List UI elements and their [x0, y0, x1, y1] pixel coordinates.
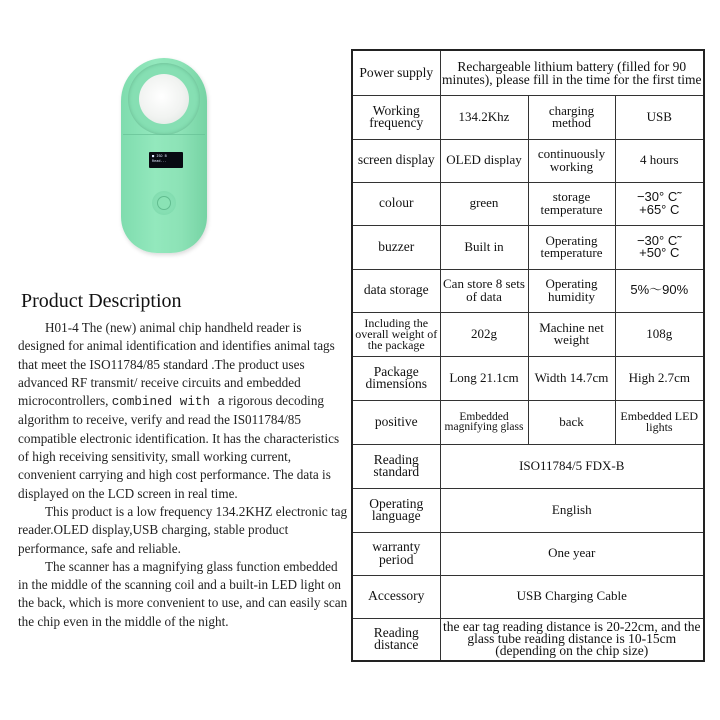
- table-row: [352, 575, 704, 618]
- spec-value: Rechargeable lithium battery (filled for 90 minutes), please fill in the time for the first time: [440, 50, 704, 95]
- spec-label: Reading standard: [352, 444, 440, 488]
- description-paragraph-1: [18, 319, 348, 503]
- table-row: [352, 400, 704, 444]
- paragraph-text-mono: combined with a: [111, 395, 226, 410]
- description-body: [18, 319, 348, 631]
- spec-value: Embedded LED lights: [615, 400, 704, 444]
- spec-value: [615, 225, 704, 269]
- temp-min: −30° C˜: [636, 189, 682, 204]
- reader-device-body: [121, 58, 207, 253]
- table-row: [352, 488, 704, 532]
- spec-label: positive: [352, 400, 440, 444]
- spec-value: 202g: [440, 312, 528, 356]
- spec-value: One year: [440, 532, 704, 575]
- description-title: Product Description: [21, 290, 182, 312]
- spec-label: Operating humidity: [528, 269, 615, 312]
- table-row: [352, 225, 704, 269]
- spec-label: Including the overall weight of the package: [352, 312, 440, 356]
- screen-line-2: Read...: [152, 159, 167, 163]
- spec-value: back: [528, 400, 615, 444]
- spec-value: USB Charging Cable: [440, 575, 704, 618]
- spec-value: 108g: [615, 312, 704, 356]
- spec-label: Package dimensions: [352, 356, 440, 400]
- spec-value: Width 14.7cm: [528, 356, 615, 400]
- spec-value: Long 21.1cm: [440, 356, 528, 400]
- scan-button: [157, 196, 171, 210]
- description-paragraph-2: This product is a low frequency 134.2KHZ electronic tag reader.OLED display,USB charging, stable product performance, safe and reliable.: [18, 503, 348, 556]
- temp-max: +65° C: [639, 201, 680, 217]
- spec-label: Power supply: [352, 50, 440, 95]
- spec-label: Machine net weight: [528, 312, 615, 356]
- table-row: [352, 50, 704, 95]
- table-row: [352, 444, 704, 488]
- screen-line-1: ■ ISO B: [152, 154, 167, 158]
- spec-label: buzzer: [352, 225, 440, 269]
- spec-value: the ear tag reading distance is 20-22cm, and the glass tube reading distance is 10-15cm (depending on the chip size): [440, 618, 704, 661]
- table-row: [352, 532, 704, 575]
- table-row: [352, 312, 704, 356]
- paragraph-text: H01-4 The (new) animal chip handheld reader is designed for animal identification and identifies animal tags that meet the ISO11784/85 standard .The product uses advanced RF transmit/ receive circuits and embedded microcontrollers,: [18, 320, 335, 409]
- spec-label: Accessory: [352, 575, 440, 618]
- spec-label: colour: [352, 182, 440, 225]
- spec-label: Operating temperature: [528, 225, 615, 269]
- spec-value: OLED display: [440, 139, 528, 182]
- table-row: [352, 139, 704, 182]
- spec-label: warranty period: [352, 532, 440, 575]
- magnifying-glass-lens: [139, 74, 189, 124]
- oled-screen: [149, 152, 183, 168]
- spec-label: screen display: [352, 139, 440, 182]
- temp-max: +50° C: [639, 245, 680, 260]
- product-image: [115, 52, 235, 257]
- spec-label: Operating language: [352, 488, 440, 532]
- spec-value: 134.2Khz: [440, 95, 528, 139]
- spec-value: Embedded magnifying glass: [440, 400, 528, 444]
- magnifier-ring: [128, 63, 200, 135]
- table-row: [352, 356, 704, 400]
- spec-value: [615, 182, 704, 225]
- table-row: [352, 95, 704, 139]
- spec-value: 5%～90%: [615, 269, 704, 312]
- spec-table: [351, 49, 705, 662]
- spec-value: 4 hours: [615, 139, 704, 182]
- spec-value: USB: [615, 95, 704, 139]
- spec-value: green: [440, 182, 528, 225]
- spec-value: High 2.7cm: [615, 356, 704, 400]
- spec-value: Can store 8 sets of data: [440, 269, 528, 312]
- paragraph-text: rigorous decoding algorithm to receive, verify and read the IS011784/85 compatible electronic identification. It has the characteristics of high receiving sensitivity, small working current, convenient carrying and high cost performance. The data is displayed on the LCD screen in real time.: [18, 393, 340, 501]
- spec-label: data storage: [352, 269, 440, 312]
- spec-label: Working frequency: [352, 95, 440, 139]
- spec-label: continuously working: [528, 139, 615, 182]
- spec-label: charging method: [528, 95, 615, 139]
- table-row: [352, 269, 704, 312]
- body-seam: [123, 134, 205, 135]
- spec-value: Built in: [440, 225, 528, 269]
- spec-value: English: [440, 488, 704, 532]
- spec-value: ISO11784/5 FDX-B: [440, 444, 704, 488]
- spec-label: Reading distance: [352, 618, 440, 661]
- description-paragraph-3: The scanner has a magnifying glass function embedded in the middle of the scanning coil and a built-in LED light on the back, which is more convenient to use, and can easily scan the chip even in the middle of the night.: [18, 558, 348, 629]
- temp-min: −30° C˜: [636, 232, 682, 248]
- table-row: [352, 618, 704, 661]
- table-row: [352, 182, 704, 225]
- spec-label: storage temperature: [528, 182, 615, 225]
